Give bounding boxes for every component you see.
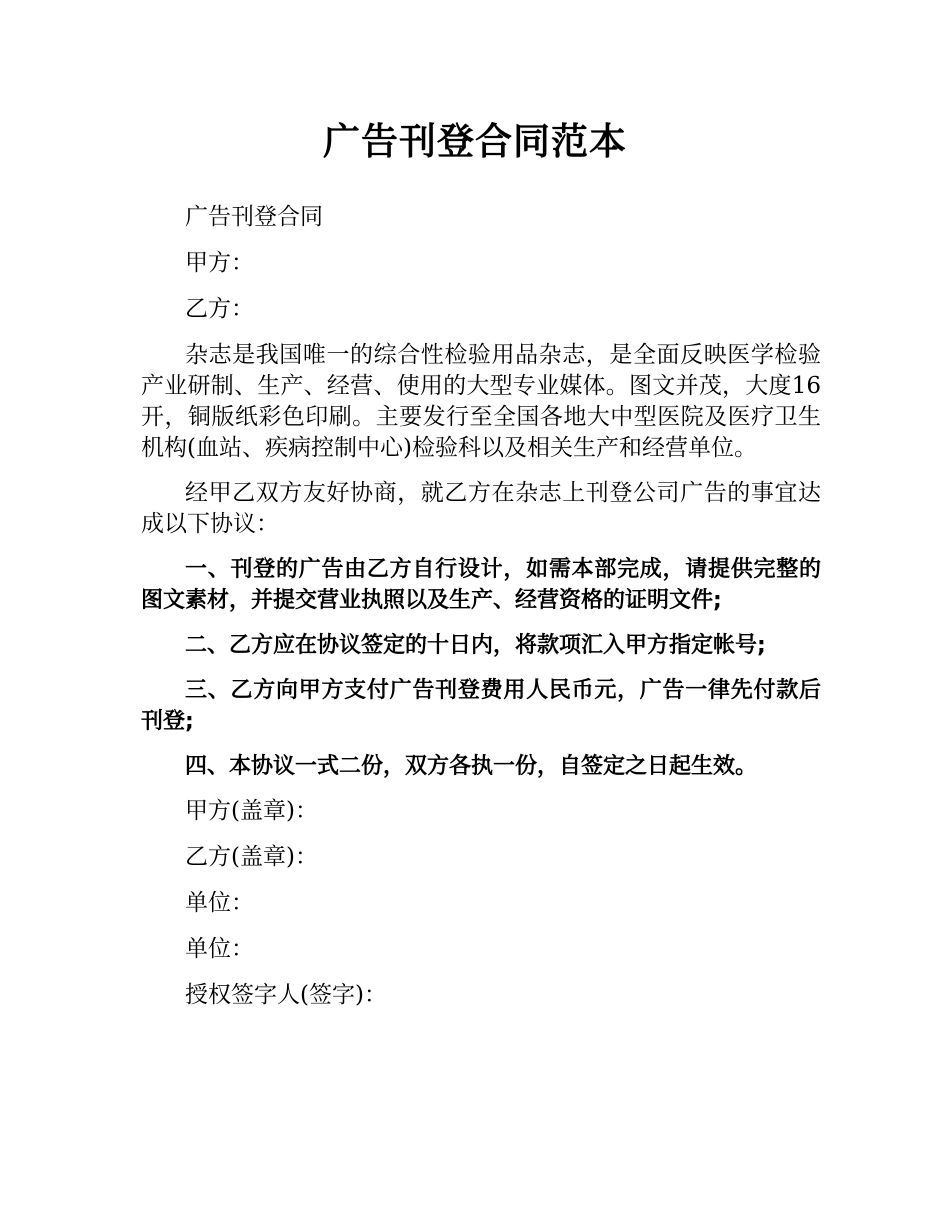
magazine-intro-paragraph: 杂志是我国唯一的综合性检验用品杂志，是全面反映医学检验产业研制、生产、经营、使用的大型专业媒体。图文并茂，大度16开，铜版纸彩色印刷。主要发行至全国各地大中型医院及医疗卫生机构(血站、疾病控制中心)检验科以及相关生产和经营单位。 [141,342,821,461]
clause-3: 三、乙方向甲方支付广告刊登费用人民币元，广告一律先付款后刊登; [141,678,821,734]
party-a-line: 甲方： [185,250,254,276]
unit-line-a: 单位： [185,890,254,916]
document-title: 广告刊登合同范本 [323,120,627,163]
party-b-seal-line: 乙方(盖章)： [185,844,318,870]
document-body [141,202,821,1026]
clause-2: 二、乙方应在协议签定的十日内，将款项汇入甲方指定帐号; [185,633,766,658]
clause-4: 四、本协议一式二份，双方各执一份，自签定之日起生效。 [185,754,758,779]
clause-1: 一、刊登的广告由乙方自行设计，如需本部完成，请提供完整的图文素材，并提交营业执照以及生产、经营资格的证明文件; [141,557,821,613]
authorized-signatory-line: 授权签字人(签字)： [185,982,387,1008]
party-b-line: 乙方： [185,296,254,322]
party-a-seal-line: 甲方(盖章)： [185,798,318,824]
agreement-preamble-paragraph: 经甲乙双方友好协商，就乙方在杂志上刊登公司广告的事宜达成以下协议： [141,480,821,537]
contract-heading: 广告刊登合同 [185,204,323,230]
unit-line-b: 单位： [185,936,254,962]
